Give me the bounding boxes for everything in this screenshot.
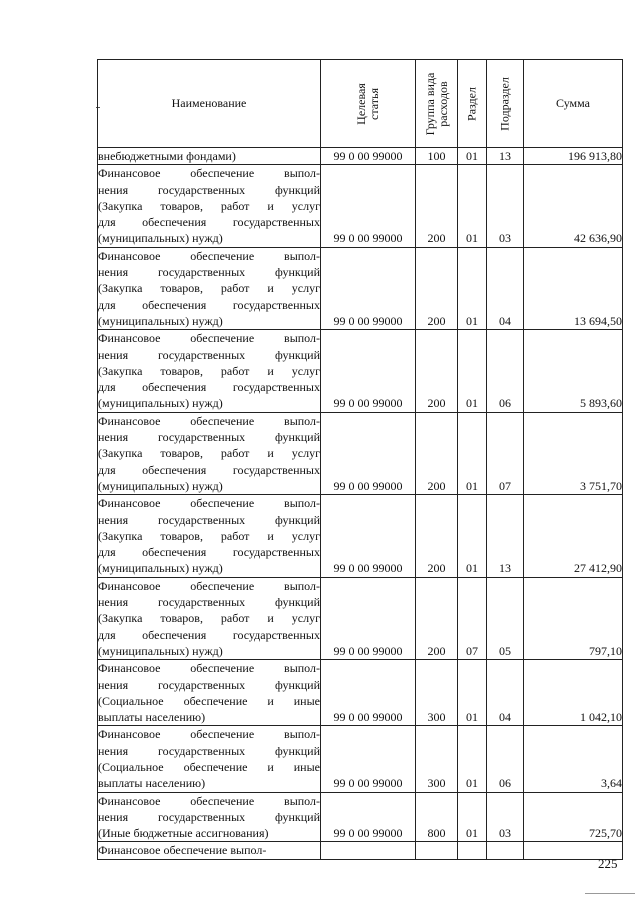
name-line: Финансовое обеспечение выпол- <box>98 661 320 676</box>
name-line: (Закупка товаров, работ и услуг <box>98 281 320 296</box>
name-line: Финансовое обеспечение выпол- <box>98 843 267 858</box>
table-row <box>98 842 623 859</box>
name-line: (муниципальных) нужд) <box>98 396 223 411</box>
name-line: Финансовое обеспечение выпол- <box>98 331 320 346</box>
cell-name <box>98 412 321 494</box>
cell-group: 200 <box>416 412 458 494</box>
table-row <box>98 495 623 577</box>
cell-subsection: 06 <box>487 330 524 412</box>
header-name: Наименование <box>98 60 321 148</box>
cell-subsection: 04 <box>487 660 524 726</box>
cell-group: 300 <box>416 660 458 726</box>
name-line: (Закупка товаров, работ и услуг <box>98 446 320 461</box>
cell-section: 01 <box>458 165 487 247</box>
name-line: нения государственных функций <box>98 809 320 824</box>
cell-section: 01 <box>458 412 487 494</box>
table-row <box>98 330 623 412</box>
name-line: для обеспечения государственных <box>98 462 320 477</box>
cell-sum: 797,10 <box>524 577 623 659</box>
table-row <box>98 247 623 329</box>
name-line: (муниципальных) нужд) <box>98 231 223 246</box>
cell-name <box>98 165 321 247</box>
name-line: внебюджетными фондами) <box>98 149 236 163</box>
name-line: для обеспечения государственных <box>98 545 320 560</box>
page-number: 225 <box>598 856 618 871</box>
cell-sum: 1 042,10 <box>524 660 623 726</box>
cell-sum: 3,64 <box>524 726 623 792</box>
cell-name <box>98 660 321 726</box>
header-subsection-label: Подраздел <box>497 76 512 131</box>
cell-section: 01 <box>458 660 487 726</box>
cell-subsection: 03 <box>487 792 524 842</box>
cell-subsection: 07 <box>487 412 524 494</box>
cell-target: 99 0 00 99000 <box>321 577 416 659</box>
table-row <box>98 412 623 494</box>
cell-subsection: 13 <box>487 148 524 165</box>
cell-name <box>98 495 321 577</box>
name-line: выплаты населению) <box>98 776 206 791</box>
name-line: Финансовое обеспечение выпол- <box>98 578 320 593</box>
name-line: для обеспечения государственных <box>98 380 320 395</box>
cell-name <box>98 148 321 165</box>
header-sum: Сумма <box>524 60 623 148</box>
name-line: Финансовое обеспечение выпол- <box>98 793 320 808</box>
cell-sum: 27 412,90 <box>524 495 623 577</box>
cell-group: 100 <box>416 148 458 165</box>
name-line: нения государственных функций <box>98 512 320 527</box>
name-line: (Закупка товаров, работ и услуг <box>98 528 320 543</box>
cell-name <box>98 726 321 792</box>
cell-name <box>98 247 321 329</box>
cell-section: 01 <box>458 148 487 165</box>
name-line: нения государственных функций <box>98 677 320 692</box>
cell-group: 200 <box>416 247 458 329</box>
cell-section <box>458 842 487 859</box>
header-section <box>458 60 487 148</box>
table-row <box>98 792 623 842</box>
cell-target: 99 0 00 99000 <box>321 330 416 412</box>
cell-section: 01 <box>458 247 487 329</box>
name-line: нения государственных функций <box>98 182 320 197</box>
table-header-row <box>98 60 623 148</box>
cell-group <box>416 842 458 859</box>
cell-sum: 5 893,60 <box>524 330 623 412</box>
name-line: нения государственных функций <box>98 743 320 758</box>
cell-section: 01 <box>458 495 487 577</box>
name-line: Финансовое обеспечение выпол- <box>98 727 320 742</box>
table-row <box>98 726 623 792</box>
header-group-label: Группа вида расходов <box>422 72 450 135</box>
name-line: (Социальное обеспечение и иные <box>98 693 320 708</box>
cell-subsection: 04 <box>487 247 524 329</box>
cell-name <box>98 577 321 659</box>
cell-sum: 3 751,70 <box>524 412 623 494</box>
name-line: нения государственных функций <box>98 595 320 610</box>
cell-target: 99 0 00 99000 <box>321 495 416 577</box>
cell-name <box>98 330 321 412</box>
name-line: выплаты населению) <box>98 710 206 725</box>
name-line: (Закупка товаров, работ и услуг <box>98 198 320 213</box>
name-line: Финансовое обеспечение выпол- <box>98 496 320 511</box>
expenditure-table <box>97 59 623 860</box>
cell-target: 99 0 00 99000 <box>321 412 416 494</box>
name-line: (Закупка товаров, работ и услуг <box>98 611 320 626</box>
name-line: (муниципальных) нужд) <box>98 643 223 658</box>
cell-target: 99 0 00 99000 <box>321 792 416 842</box>
cell-target: 99 0 00 99000 <box>321 247 416 329</box>
name-line: (муниципальных) нужд) <box>98 561 223 576</box>
cell-group: 800 <box>416 792 458 842</box>
name-line: Финансовое обеспечение выпол- <box>98 248 320 263</box>
cell-target: 99 0 00 99000 <box>321 660 416 726</box>
name-line: Финансовое обеспечение выпол- <box>98 166 320 181</box>
cell-target: 99 0 00 99000 <box>321 148 416 165</box>
cell-subsection: 03 <box>487 165 524 247</box>
cell-subsection: 13 <box>487 495 524 577</box>
cell-section: 01 <box>458 330 487 412</box>
name-line: (Иные бюджетные ассигнования) <box>98 826 269 841</box>
cell-group: 200 <box>416 165 458 247</box>
cell-subsection: 06 <box>487 726 524 792</box>
header-target-label: Целевая статья <box>354 82 381 125</box>
cell-section: 01 <box>458 726 487 792</box>
name-line: (муниципальных) нужд) <box>98 313 223 328</box>
name-line: Финансовое обеспечение выпол- <box>98 413 320 428</box>
name-line: нения государственных функций <box>98 265 320 280</box>
name-line: нения государственных функций <box>98 347 320 362</box>
header-section-label: Раздел <box>464 86 479 121</box>
cell-target <box>321 842 416 859</box>
table-body <box>98 148 623 860</box>
name-line: для обеспечения государственных <box>98 627 320 642</box>
cell-name <box>98 842 321 859</box>
cell-sum: 196 913,80 <box>524 148 623 165</box>
name-line: для обеспечения государственных <box>98 215 320 230</box>
name-line: (Социальное обеспечение и иные <box>98 759 320 774</box>
table-row <box>98 660 623 726</box>
name-line: нения государственных функций <box>98 430 320 445</box>
cell-group: 200 <box>416 495 458 577</box>
cell-group: 200 <box>416 577 458 659</box>
cell-sum: 725,70 <box>524 792 623 842</box>
cell-sum: 13 694,50 <box>524 247 623 329</box>
header-group <box>416 60 458 148</box>
cell-name <box>98 792 321 842</box>
cell-section: 07 <box>458 577 487 659</box>
table-row <box>98 148 623 165</box>
name-line: для обеспечения государственных <box>98 297 320 312</box>
cell-sum: 42 636,90 <box>524 165 623 247</box>
name-line: (муниципальных) нужд) <box>98 478 223 493</box>
cell-group: 300 <box>416 726 458 792</box>
cell-group: 200 <box>416 330 458 412</box>
cell-target: 99 0 00 99000 <box>321 726 416 792</box>
header-target <box>321 60 416 148</box>
header-subsection <box>487 60 524 148</box>
scan-artifact <box>585 893 635 894</box>
cell-subsection <box>487 842 524 859</box>
name-line: (Закупка товаров, работ и услуг <box>98 363 320 378</box>
table-row <box>98 577 623 659</box>
cell-subsection: 05 <box>487 577 524 659</box>
table-row <box>98 165 623 247</box>
cell-section: 01 <box>458 792 487 842</box>
cell-target: 99 0 00 99000 <box>321 165 416 247</box>
